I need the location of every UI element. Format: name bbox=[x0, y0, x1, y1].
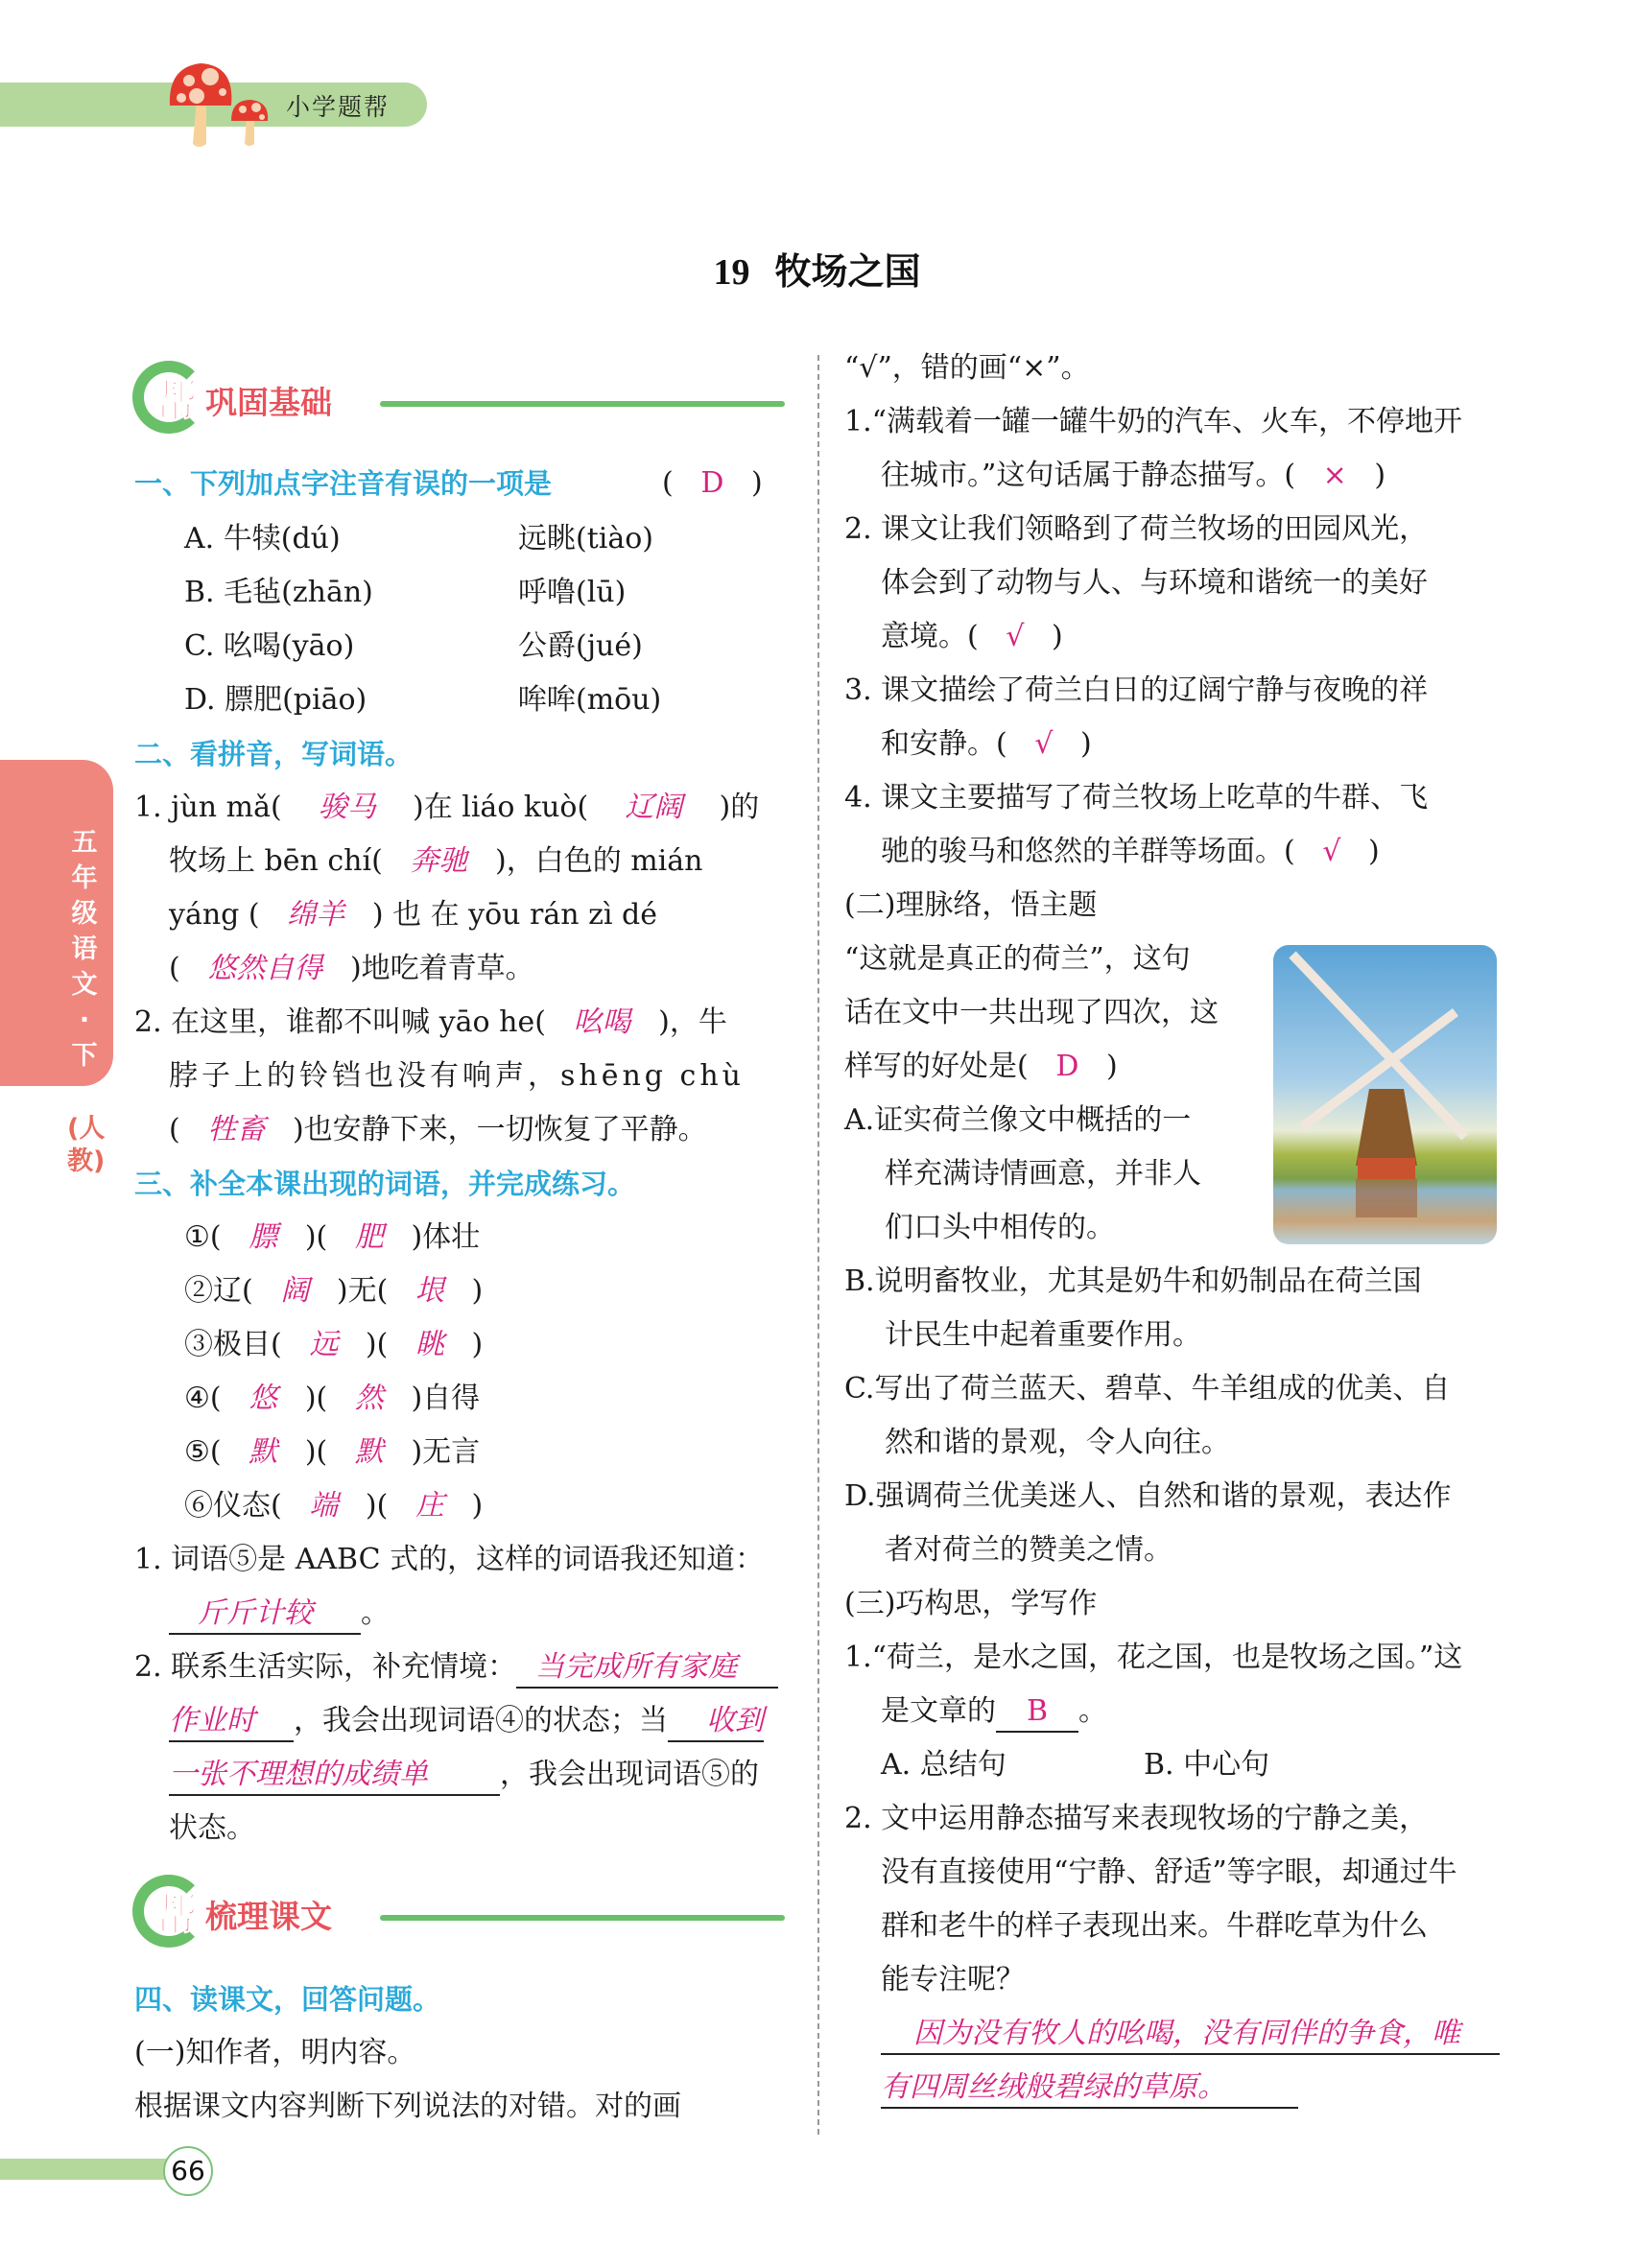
part3-q1-line1: 1.“荷兰，是水之国，花之国，也是牧场之国。”这 bbox=[844, 1641, 1463, 1674]
page-number: 66 bbox=[163, 2146, 213, 2196]
page-title bbox=[0, 242, 1634, 295]
part2-option-b-l2: 计民生中起着重要作用。 bbox=[885, 1318, 1201, 1352]
q3-sub1-answer-line: 斤斤计较 。 bbox=[169, 1595, 390, 1635]
q3-sub2-line4: 状态。 bbox=[169, 1811, 255, 1845]
column-divider bbox=[817, 355, 819, 2135]
q1-option-c: C. 吆喝(yāo) bbox=[184, 629, 355, 663]
q1-option-b2: 呼噜(lū) bbox=[518, 576, 627, 609]
part2-option-c-l2: 然和谐的景观，令人向往。 bbox=[885, 1426, 1230, 1459]
part3-q1-answer: B bbox=[1026, 1694, 1049, 1728]
q1-option-d2: 哞哞(mōu) bbox=[518, 683, 662, 717]
tf-2-line2: 体会到了动物与人、与环境和谐统一的美好 bbox=[881, 566, 1428, 600]
answer-text: 收到 bbox=[706, 1704, 764, 1737]
tf-3-line1: 3. 课文描绘了荷兰白日的辽阔宁静与夜晚的祥 bbox=[844, 673, 1429, 707]
part2-q-line3: 样写的好处是( D ) bbox=[844, 1050, 1118, 1083]
section-header-consolidate bbox=[132, 357, 785, 443]
section-header-review bbox=[132, 1871, 785, 1957]
q1-option-a: A. 牛犊(dú) bbox=[184, 522, 341, 555]
answer-text: 因为没有牧人的吆喝，没有同伴的争食，唯 bbox=[913, 2017, 1460, 2050]
answer-text: 骏马 bbox=[318, 791, 376, 824]
q1-answer-box: ( D ) bbox=[662, 466, 763, 500]
part2-option-a-l2: 样充满诗情画意，并非人 bbox=[885, 1157, 1201, 1191]
part3-q2-line1: 2. 文中运用静态描写来表现牧场的宁静之美， bbox=[844, 1802, 1429, 1835]
footer-bar bbox=[0, 2159, 169, 2180]
tf-2-line1: 2. 课文让我们领略到了荷兰牧场的田园风光， bbox=[844, 512, 1429, 546]
q3-item-5: ⑤( 默 )( 默 )无言 bbox=[184, 1435, 481, 1469]
q2-line-4: ( 悠然自得 )地吃着青草。 bbox=[169, 952, 534, 985]
part2-answer: D bbox=[1055, 1050, 1079, 1083]
bang-badge: 帮 bbox=[154, 375, 198, 427]
mushroom-icon bbox=[168, 59, 283, 152]
part3-q2-line2: 没有直接使用“宁静、舒适”等字眼，却通过牛 bbox=[881, 1855, 1457, 1889]
part3-q2-line3: 群和老牛的样子表现出来。牛群吃草为什么 bbox=[881, 1909, 1428, 1943]
grade-label: 五年级语文·下 bbox=[71, 828, 98, 1071]
q3-item-4: ④( 悠 )( 然 )自得 bbox=[184, 1382, 481, 1415]
q2-heading: 二、看拼音，写词语。 bbox=[134, 738, 414, 770]
tf-2-line3: 意境。( √ ) bbox=[881, 620, 1063, 653]
lesson-title: 牧场之国 bbox=[774, 250, 921, 293]
q1-option-c2: 公爵(jué) bbox=[518, 629, 643, 663]
q3-sub2-line1: 2. 联系生活实际，补充情境： 当完成所有家庭 bbox=[134, 1648, 778, 1689]
q1-answer: D bbox=[700, 466, 724, 500]
q3-heading: 三、补全本课出现的词语，并完成练习。 bbox=[134, 1168, 636, 1200]
q3-item-3: ③极目( 远 )( 眺 ) bbox=[184, 1328, 484, 1361]
answer-text: 斤斤计较 bbox=[198, 1596, 313, 1630]
part3-q1-opt-a: A. 总结句 bbox=[881, 1748, 1006, 1782]
part2-option-c-l1: C.写出了荷兰蓝天、碧草、牛羊组成的优美、自 bbox=[844, 1372, 1451, 1406]
answer-text: 牲畜 bbox=[207, 1113, 266, 1146]
q1-option-d: D. 膘肥(piāo) bbox=[184, 683, 367, 717]
q2-line-6: 脖子上的铃铛也没有响声，shēng chù bbox=[169, 1059, 745, 1093]
q3-sub2-line2: 作业时 ，我会出现词语④的状态；当 收到 bbox=[169, 1702, 764, 1742]
q4-part1-heading: (一)知作者，明内容。 bbox=[134, 2036, 416, 2069]
answer-text: 悠然自得 bbox=[207, 952, 323, 985]
windmill-icon bbox=[1273, 945, 1497, 1244]
q2-line-7: ( 牲畜 )也安静下来，一切恢复了平静。 bbox=[169, 1113, 707, 1146]
part3-q2-answer-line2 bbox=[881, 2068, 1298, 2109]
part3-q1-opt-b: B. 中心句 bbox=[1144, 1748, 1270, 1782]
tf-answer: √ bbox=[1034, 727, 1054, 761]
q4-heading: 四、读课文，回答问题。 bbox=[134, 1983, 441, 2016]
part2-option-a-l3: 们口头中相传的。 bbox=[885, 1211, 1115, 1244]
tf-3-line2: 和安静。( √ ) bbox=[881, 727, 1092, 761]
answer-text: 辽阔 bbox=[625, 791, 683, 824]
tf-1-line2: 往城市。”这句话属于静态描写。( × ) bbox=[881, 459, 1386, 492]
q2-line-2: 牧场上 bēn chí( 奔驰 )，白色的 mián bbox=[169, 844, 703, 878]
answer-text: 有四周丝绒般碧绿的草原。 bbox=[881, 2070, 1226, 2104]
part2-q-line1: “这就是真正的荷兰”，这句 bbox=[844, 942, 1191, 976]
part3-q2-answer-line1 bbox=[881, 2015, 1500, 2055]
part3-q2-line4: 能专注呢？ bbox=[881, 1963, 1025, 1996]
tf-answer: × bbox=[1322, 459, 1347, 492]
part3-heading: (三)巧构思，学写作 bbox=[844, 1587, 1098, 1620]
section-title: 梳理课文 bbox=[205, 1898, 332, 1935]
part2-option-d-l2: 者对荷兰的赞美之情。 bbox=[885, 1533, 1172, 1567]
tf-answer: √ bbox=[1322, 835, 1341, 868]
tf-answer: √ bbox=[1006, 620, 1025, 653]
tf-1-line1: 1.“满载着一罐一罐牛奶的汽车、火车，不停地开 bbox=[844, 405, 1462, 438]
part2-option-b-l1: B.说明畜牧业，尤其是奶牛和奶制品在荷兰国 bbox=[844, 1264, 1422, 1298]
q2-line-3: yáng ( 绵羊 ) 也 在 yōu rán zì dé bbox=[169, 898, 657, 932]
q1-option-b: B. 毛毡(zhān) bbox=[184, 576, 373, 609]
answer-text: 绵羊 bbox=[287, 898, 345, 932]
q3-item-2: ②辽( 阔 )无( 垠 ) bbox=[184, 1274, 484, 1308]
part2-q-line2: 话在文中一共出现了四次，这 bbox=[844, 996, 1219, 1029]
answer-text: 作业时 bbox=[169, 1704, 255, 1737]
windmill-photo bbox=[1273, 945, 1497, 1244]
q3-sub1-text: 1. 词语⑤是 AABC 式的，这样的词语我还知道： bbox=[134, 1543, 765, 1576]
q3-item-1: ①( 膘 )( 肥 )体壮 bbox=[184, 1220, 481, 1254]
q4-instruction-cont: “√”，错的画“×”。 bbox=[844, 351, 1090, 385]
part2-heading: (二)理脉络，悟主题 bbox=[844, 888, 1098, 922]
q1-option-a2: 远眺(tiào) bbox=[518, 522, 654, 555]
answer-text: 一张不理想的成绩单 bbox=[169, 1758, 428, 1791]
edition-label: (人教) bbox=[67, 1114, 106, 1176]
section-title: 巩固基础 bbox=[205, 384, 332, 421]
bang-badge: 帮 bbox=[154, 1889, 198, 1941]
lesson-number: 19 bbox=[713, 252, 750, 293]
q4-instruction: 根据课文内容判断下列说法的对错。对的画 bbox=[134, 2090, 681, 2123]
part3-q1-line2: 是文章的 B 。 bbox=[881, 1692, 1107, 1733]
answer-text: 当完成所有家庭 bbox=[535, 1650, 738, 1684]
answer-text: 奔驰 bbox=[410, 844, 468, 878]
part2-option-a-l1: A.证实荷兰像文中概括的一 bbox=[844, 1103, 1192, 1137]
q3-sub2-line3: 一张不理想的成绩单 ，我会出现词语⑤的 bbox=[169, 1756, 759, 1796]
header-rule bbox=[380, 401, 785, 407]
q1-heading: 一、下列加点字注音有误的一项是 bbox=[134, 467, 553, 500]
q3-item-6: ⑥仪态( 端 )( 庄 ) bbox=[184, 1489, 484, 1523]
q2-line-1: 1. jùn mǎ( 骏马 )在 liáo kuò( 辽阔 )的 bbox=[134, 791, 760, 824]
header-rule bbox=[380, 1915, 785, 1921]
tf-4-line1: 4. 课文主要描写了荷兰牧场上吃草的牛群、飞 bbox=[844, 781, 1429, 815]
brand-label: 小学题帮 bbox=[286, 93, 391, 121]
part2-option-d-l1: D.强调荷兰优美迷人、自然和谐的景观，表达作 bbox=[844, 1479, 1452, 1513]
q2-line-5: 2. 在这里，谁都不叫喊 yāo he( 吆喝 )，牛 bbox=[134, 1005, 727, 1039]
tf-4-line2: 驰的骏马和悠然的羊群等场面。( √ ) bbox=[881, 835, 1380, 868]
answer-text: 吆喝 bbox=[573, 1005, 631, 1039]
